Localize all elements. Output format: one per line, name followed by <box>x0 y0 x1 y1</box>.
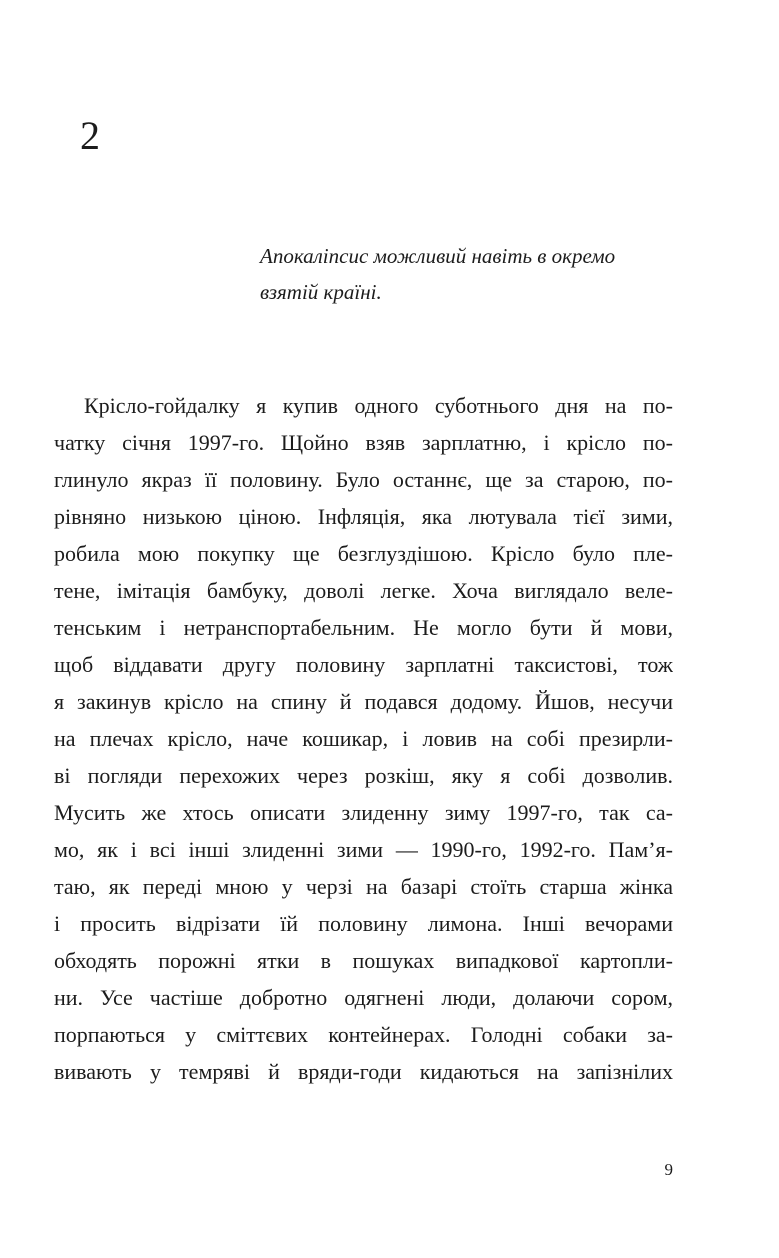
epigraph <box>260 238 680 310</box>
chapter-number: 2 <box>80 113 100 158</box>
body-line: ві погляди перехожих через розкіш, яку я собі дозволив. <box>54 763 673 788</box>
epigraph-line: взятій країні. <box>260 280 382 304</box>
body-line: Мусить же хтось описати злиденну зиму 1997-го, так са- <box>54 800 673 825</box>
body-line: таю, як переді мною у черзі на базарі стоїть старша жінка <box>54 874 673 899</box>
body-line: робила мою покупку ще безглуздішою. Крісло було пле- <box>54 541 673 566</box>
body-line: на плечах крісло, наче кошикар, і ловив на собі презирли- <box>54 726 673 751</box>
body-line: щоб віддавати другу половину зарплатні таксистові, тож <box>54 652 673 677</box>
body-line: Крісло-гойдалку я купив одного суботнього дня на по- <box>84 393 673 418</box>
body-line: рівняно низькою ціною. Інфляція, яка лютувала тієї зими, <box>54 504 673 529</box>
page-number: 9 <box>664 1160 673 1179</box>
body-line: тене, імітація бамбуку, доволі легке. Хоча виглядало веле- <box>54 578 673 603</box>
body-line: глинуло якраз її половину. Було останнє, ще за старою, по- <box>54 467 673 492</box>
body-line: тенським і нетранспортабельним. Не могло бути й мови, <box>54 615 673 640</box>
body-text <box>54 387 673 1090</box>
body-line: порпаються у сміттєвих контейнерах. Голодні собаки за- <box>54 1022 673 1047</box>
body-line: ни. Усе частіше добротно одягнені люди, долаючи сором, <box>54 985 673 1010</box>
body-line: чатку січня 1997-го. Щойно взяв зарплатню, і крісло по- <box>54 430 673 455</box>
body-line: обходять порожні ятки в пошуках випадкової картопли- <box>54 948 673 973</box>
body-line: і просить відрізати їй половину лимона. Інші вечорами <box>54 911 673 936</box>
body-line: вивають у темряві й вряди-годи кидаються на запізнілих <box>54 1059 673 1084</box>
body-line: я закинув крісло на спину й подався додому. Йшов, несучи <box>54 689 673 714</box>
epigraph-line: Апокаліпсис можливий навіть в окремо <box>260 244 616 268</box>
body-line: мо, як і всі інші злиденні зими — 1990-го, 1992-го. Пам’я- <box>54 837 673 862</box>
